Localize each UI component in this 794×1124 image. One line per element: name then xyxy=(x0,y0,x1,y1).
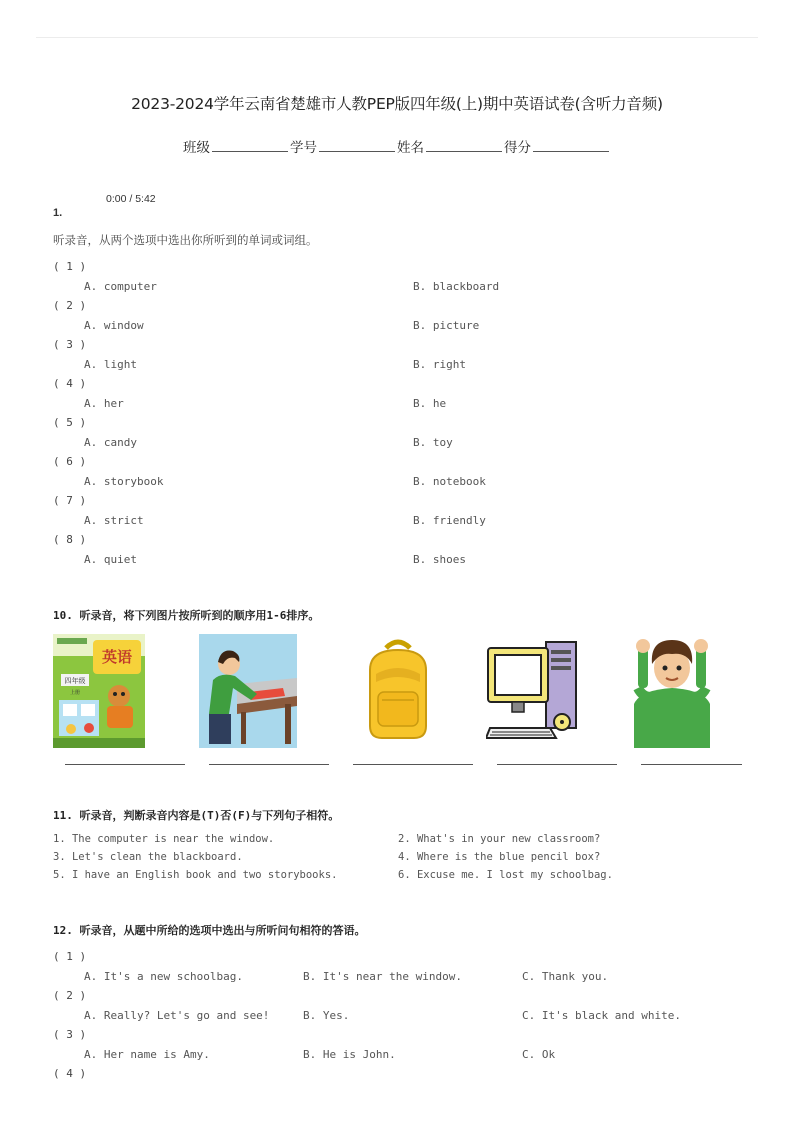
score-blank[interactable] xyxy=(533,140,609,152)
q10-answer-line-4[interactable] xyxy=(497,764,617,765)
schoolbag-picture xyxy=(360,634,436,748)
q1-item-3-option-b[interactable]: B. right xyxy=(413,358,466,371)
q1-item-5-label: ( 5 ) xyxy=(53,416,87,429)
q1-item-7-label: ( 7 ) xyxy=(53,494,87,507)
score-label: 得分 xyxy=(504,140,531,156)
book-cover-title: 英语 xyxy=(101,648,133,666)
book-cover-term: 上册 xyxy=(69,690,81,696)
q12-item-2-option-c[interactable]: C. It's black and white. xyxy=(522,1009,681,1022)
q1-item-4-option-b[interactable]: B. he xyxy=(413,397,447,410)
question-1-instruction: 听录音，从两个选项中选出你所听到的单词或词组。 xyxy=(53,233,318,247)
name-label: 姓名 xyxy=(397,140,424,156)
q1-item-7-option-b[interactable]: B. friendly xyxy=(413,514,486,527)
q1-item-4-label: ( 4 ) xyxy=(53,377,87,390)
q1-item-8-option-b[interactable]: B. shoes xyxy=(413,553,466,566)
q1-item-2-option-a[interactable]: A. window xyxy=(84,319,144,332)
computer-picture xyxy=(486,634,580,748)
q1-item-8-label: ( 8 ) xyxy=(53,533,87,546)
q11-sentence-6: 6. Excuse me. I lost my schoolbag. xyxy=(398,869,613,881)
q12-item-1-option-a[interactable]: A. It's a new schoolbag. xyxy=(84,970,243,983)
q12-item-3-option-c[interactable]: C. Ok xyxy=(522,1048,556,1061)
class-blank[interactable] xyxy=(212,140,288,152)
q1-item-7-option-a[interactable]: A. strict xyxy=(84,514,144,527)
q10-answer-line-3[interactable] xyxy=(353,764,473,765)
name-blank[interactable] xyxy=(426,140,502,152)
book-cover-grade: 四年级 xyxy=(64,677,86,685)
q11-sentence-2: 2. What's in your new classroom? xyxy=(398,833,601,845)
student-number-blank[interactable] xyxy=(319,140,395,152)
q11-sentence-4: 4. Where is the blue pencil box? xyxy=(398,851,601,863)
student-number-label: 学号 xyxy=(290,140,317,156)
q12-item-4-label: ( 4 ) xyxy=(53,1067,87,1080)
q12-item-1-option-c[interactable]: C. Thank you. xyxy=(522,970,609,983)
q1-item-6-option-b[interactable]: B. notebook xyxy=(413,475,486,488)
q12-item-1-option-b[interactable]: B. It's near the window. xyxy=(303,970,462,983)
q10-answer-line-5[interactable] xyxy=(641,764,742,765)
q12-item-3-option-a[interactable]: A. Her name is Amy. xyxy=(84,1048,210,1061)
q1-item-3-option-a[interactable]: A. light xyxy=(84,358,137,371)
class-label: 班级 xyxy=(183,140,210,156)
top-rule xyxy=(36,37,758,38)
q1-item-1-option-b[interactable]: B. blackboard xyxy=(413,280,500,293)
q1-item-3-label: ( 3 ) xyxy=(53,338,87,351)
q12-item-2-option-a[interactable]: A. Really? Let's go and see! xyxy=(84,1009,270,1022)
q1-item-1-label: ( 1 ) xyxy=(53,260,87,273)
question-1-number: 1. xyxy=(53,207,63,219)
q12-item-2-option-b[interactable]: B. Yes. xyxy=(303,1009,350,1022)
audio-player-time[interactable]: 0:00 / 5:42 xyxy=(106,193,156,205)
q1-item-6-label: ( 6 ) xyxy=(53,455,87,468)
q1-item-1-option-a[interactable]: A. computer xyxy=(84,280,157,293)
q1-item-6-option-a[interactable]: A. storybook xyxy=(84,475,164,488)
q1-item-5-option-b[interactable]: B. toy xyxy=(413,436,453,449)
boy-at-desk-picture xyxy=(199,634,297,748)
q1-item-4-option-a[interactable]: A. her xyxy=(84,397,124,410)
boy-arms-up-picture xyxy=(630,634,714,748)
q1-item-2-option-b[interactable]: B. picture xyxy=(413,319,480,332)
q12-item-3-option-b[interactable]: B. He is John. xyxy=(303,1048,396,1061)
q12-item-2-label: ( 2 ) xyxy=(53,989,87,1002)
q1-item-8-option-a[interactable]: A. quiet xyxy=(84,553,137,566)
question-12-heading: 12. 听录音，从题中所给的选项中选出与所听问句相符的答语。 xyxy=(53,924,366,937)
question-11-heading: 11. 听录音，判断录音内容是(T)否(F)与下列句子相符。 xyxy=(53,809,340,822)
q12-item-1-label: ( 1 ) xyxy=(53,950,87,963)
english-book-cover-picture xyxy=(53,634,145,748)
student-info-row xyxy=(0,136,794,156)
question-10-heading: 10. 听录音，将下列图片按所听到的顺序用1-6排序。 xyxy=(53,609,320,622)
q10-answer-line-2[interactable] xyxy=(209,764,329,765)
q1-item-5-option-a[interactable]: A. candy xyxy=(84,436,137,449)
q10-answer-line-1[interactable] xyxy=(65,764,185,765)
q11-sentence-3: 3. Let's clean the blackboard. xyxy=(53,851,243,863)
q1-item-2-label: ( 2 ) xyxy=(53,299,87,312)
page-title: 2023-2024学年云南省楚雄市人教PEP版四年级(上)期中英语试卷(含听力音频) xyxy=(131,95,663,113)
q12-item-3-label: ( 3 ) xyxy=(53,1028,87,1041)
q11-sentence-5: 5. I have an English book and two storybooks. xyxy=(53,869,338,881)
q11-sentence-1: 1. The computer is near the window. xyxy=(53,833,275,845)
